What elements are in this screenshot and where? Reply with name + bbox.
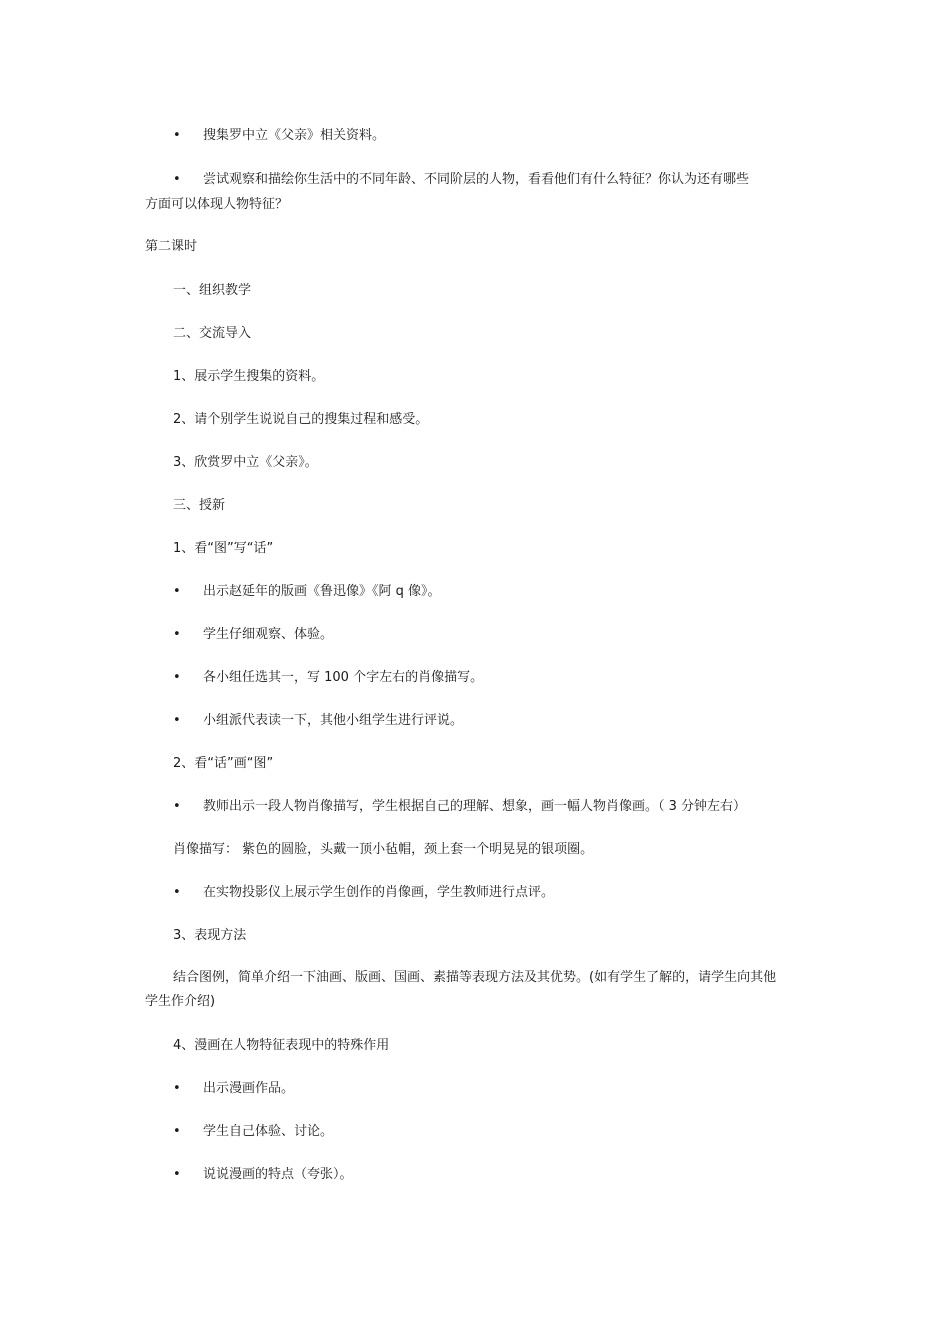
numbered-item: 3、欣赏罗中立《父亲》。	[173, 455, 318, 470]
bullet-text: 小组派代表读一下，其他小组学生进行评说。	[203, 713, 464, 728]
bullet-text: 说说漫画的特点（夸张）。	[203, 1167, 353, 1182]
bullet-icon: •	[173, 799, 181, 814]
subheading: 1、看“图”写“话”	[173, 541, 274, 556]
bullet-text: 搜集罗中立《父亲》相关资料。	[203, 128, 386, 143]
bullet-icon: •	[173, 128, 181, 143]
bullet-icon: •	[173, 172, 181, 187]
heading: 一、组织教学	[173, 283, 252, 298]
bullet-text: 各小组任选其一，写 100 个字左右的肖像描写。	[203, 670, 484, 685]
bullet-text: 教师出示一段人物肖像描写，学生根据自己的理解、想象，画一幅人物肖像画。（ 3 分钟左右）	[203, 799, 747, 814]
numbered-item: 2、请个别学生说说自己的搜集过程和感受。	[173, 412, 429, 427]
bullet-text: 学生仔细观察、体验。	[203, 627, 334, 642]
bullet-text: 在实物投影仪上展示学生创作的肖像画，学生教师进行点评。	[203, 885, 555, 900]
paragraph-line-continued: 学生作介绍)	[145, 994, 216, 1009]
bullet-icon: •	[173, 627, 181, 642]
bullet-icon: •	[173, 713, 181, 728]
paragraph-line: 结合图例，简单介绍一下油画、版画、国画、素描等表现方法及其优势。(如有学生了解的，请学生向其他	[173, 970, 777, 985]
portrait-description: 肖像描写： 紫色的圆脸，头戴一顶小毡帽，颈上套一个明晃晃的银项圈。	[173, 842, 594, 857]
section-heading: 第二课时	[145, 239, 198, 254]
subheading: 3、表现方法	[173, 928, 247, 943]
bullet-icon: •	[173, 670, 181, 685]
subheading: 2、看“话”画“图”	[173, 756, 274, 771]
heading: 三、授新	[173, 498, 226, 513]
bullet-text: 学生自己体验、讨论。	[203, 1124, 334, 1139]
subheading: 4、漫画在人物特征表现中的特殊作用	[173, 1038, 390, 1053]
bullet-text: 尝试观察和描绘你生活中的不同年龄、不同阶层的人物，看看他们有什么特征？你认为还有哪些	[203, 172, 750, 187]
numbered-item: 1、展示学生搜集的资料。	[173, 369, 325, 384]
bullet-text-continued: 方面可以体现人物特征？	[145, 197, 289, 212]
bullet-text: 出示赵延年的版画《鲁迅像》《阿 q 像》。	[203, 584, 441, 599]
bullet-icon: •	[173, 584, 181, 599]
heading: 二、交流导入	[173, 326, 252, 341]
bullet-icon: •	[173, 1081, 181, 1096]
bullet-icon: •	[173, 1167, 181, 1182]
bullet-icon: •	[173, 885, 181, 900]
bullet-icon: •	[173, 1124, 181, 1139]
bullet-text: 出示漫画作品。	[203, 1081, 295, 1096]
